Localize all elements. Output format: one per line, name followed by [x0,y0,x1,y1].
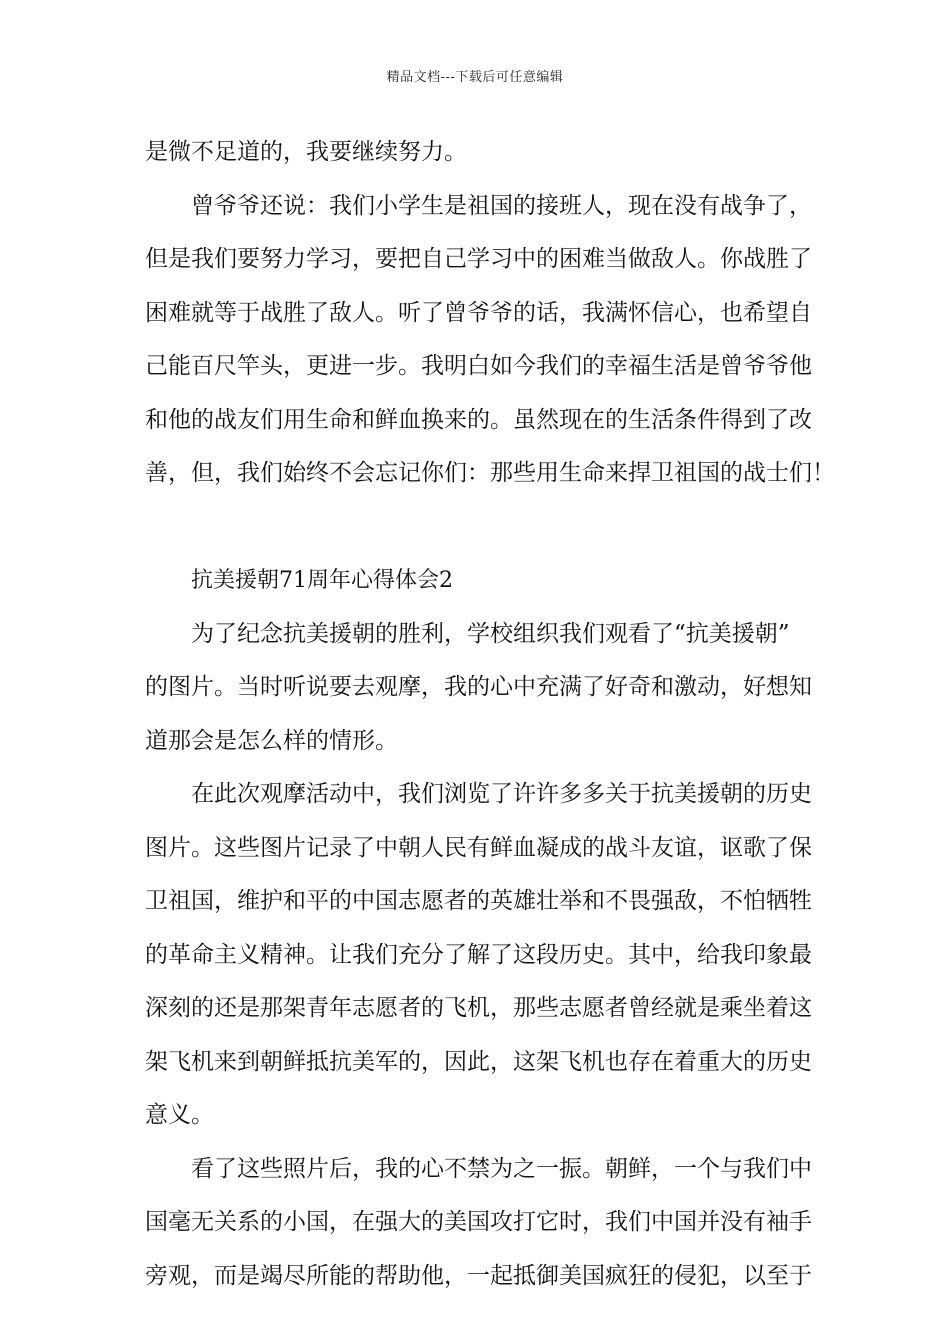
document-body [145,126,835,1303]
text-line: 深刻的还是那架青年志愿者的飞机，那些志愿者曾经就是乘坐着这 [145,995,812,1021]
page-header: 精品文档---下载后可任意编辑 [386,70,564,85]
paragraph-3 [145,608,810,769]
text-line: 意义。 [145,1102,214,1128]
text-line: 看了这些照片后，我的心不禁为之一振。朝鲜，一个与我们中 [191,1155,812,1182]
text-line: 是微不足道的，我要继续努力。 [145,139,467,165]
text-line: 架飞机来到朝鲜抵抗美军的，因此，这架飞机也存在着重大的历史 [145,1048,812,1075]
text-line: 的革命主义精神。让我们充分了解了这段历史。其中，给我印象最 [145,941,812,968]
paragraph-4 [145,768,810,1143]
text-line: 和他的战友们用生命和鲜血换来的。虽然现在的生活条件得到了改 [145,406,812,433]
text-line: 己能百尺竿头，更进一步。我明白如今我们的幸福生活是曾爷爷他 [145,353,812,379]
text-line: 旁观，而是竭尽所能的帮助他，一起抵御美国疯狂的侵犯，以至于 [145,1262,812,1289]
text-line: 在此次观摩活动中，我们浏览了许许多多关于抗美援朝的历史 [191,781,812,807]
text-line: 善，但，我们始终不会忘记你们：那些用生命来捍卫祖国的战士们！ [145,460,835,486]
paragraph-5 [145,1143,810,1304]
blank-line [145,501,810,555]
text-line: 图片。这些图片记录了中朝人民有鲜血凝成的战斗友谊，讴歌了保 [145,834,812,861]
text-line: 道那会是怎么样的情形。 [145,727,398,754]
paragraph-1 [145,126,810,180]
text-line: 曾爷爷还说：我们小学生是祖国的接班人，现在没有战争了， [191,192,812,219]
section-title: 抗美援朝71周年心得体会2 [191,568,453,593]
text-line: 但是我们要努力学习，要把自己学习中的困难当做敌人。你战胜了 [145,246,812,272]
paragraph-2 [145,180,835,501]
text-line: 困难就等于战胜了敌人。听了曾爷爷的话，我满怀信心，也希望自 [145,299,812,326]
text-line: 为了纪念抗美援朝的胜利，学校组织我们观看了“抗美援朝” [191,620,790,647]
text-line: 国毫无关系的小国，在强大的美国攻打它时，我们中国并没有袖手 [145,1209,812,1235]
text-line: 卫祖国，维护和平的中国志愿者的英雄壮举和不畏强敌，不怕牺牲 [145,888,812,914]
text-line: 的图片。当时听说要去观摩，我的心中充满了好奇和激动，好想知 [145,674,812,700]
